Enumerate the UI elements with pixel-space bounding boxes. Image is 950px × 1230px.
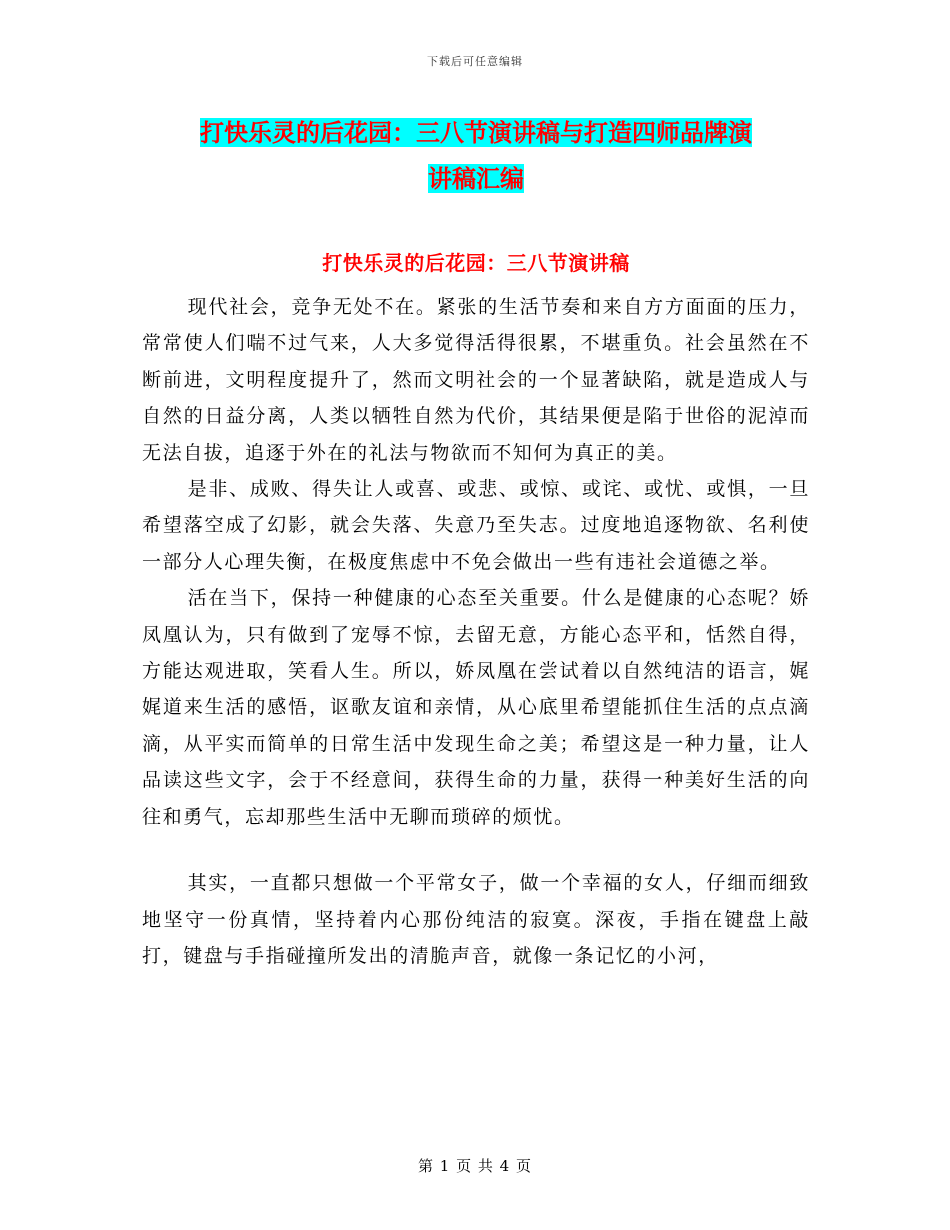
document-title-line-2: 讲稿汇编 xyxy=(428,164,524,193)
paragraph: 活在当下，保持一种健康的心态至关重要。什么是健康的心态呢？娇凤凰认为，只有做到了宠辱不惊，去留无意，方能心态平和，恬然自得，方能达观进取，笑看人生。所以，娇凤凰在尝试着以自然纯洁的语言，娓娓道来生活的感悟，讴歌友谊和亲情，从心底里希望能抓住生活的点点滴滴，从平实而简单的日常生活中发现生命之美；希望这是一种力量，让人品读这些文字，会于不经意间，获得生命的力量，获得一种美好生活的向往和勇气，忘却那些生活中无聊而琐碎的烦忧。 xyxy=(142,587,810,828)
header-note: 下载后可任意编辑 xyxy=(427,55,523,68)
paragraph: 其实，一直都只想做一个平常女子，做一个幸福的女人，仔细而细致地坚守一份真情，坚持着内心那份纯洁的寂寞。深夜，手指在键盘上敲打，键盘与手指碰撞所发出的清脆声音，就像一条记忆的小河， xyxy=(142,872,810,967)
paragraph: 是非、成败、得失让人或喜、或悲、或惊、或诧、或忧、或惧，一旦希望落空成了幻影，就会失落、失意乃至失志。过度地追逐物欲、名利使一部分人心理失衡，在极度焦虑中不免会做出一些有违社会道德之举。 xyxy=(142,478,810,573)
section-title: 打快乐灵的后花园：三八节演讲稿 xyxy=(322,251,630,275)
body-text xyxy=(142,289,810,974)
document-title-line-1: 打快乐灵的后花园：三八节演讲稿与打造四师品牌演 xyxy=(200,118,752,147)
paragraph: 现代社会，竞争无处不在。紧张的生活节奏和来自方方面面的压力，常常使人们喘不过气来，人大多觉得活得很累，不堪重负。社会虽然在不断前进，文明程度提升了，然而文明社会的一个显著缺陷，就是造成人与自然的日益分离，人类以牺牲自然为代价，其结果便是陷于世俗的泥淖而无法自拔，追逐于外在的礼法与物欲而不知何为真正的美。 xyxy=(142,296,810,464)
document-title xyxy=(142,110,810,202)
page-indicator: 第 1 页 共 4 页 xyxy=(418,1157,532,1175)
